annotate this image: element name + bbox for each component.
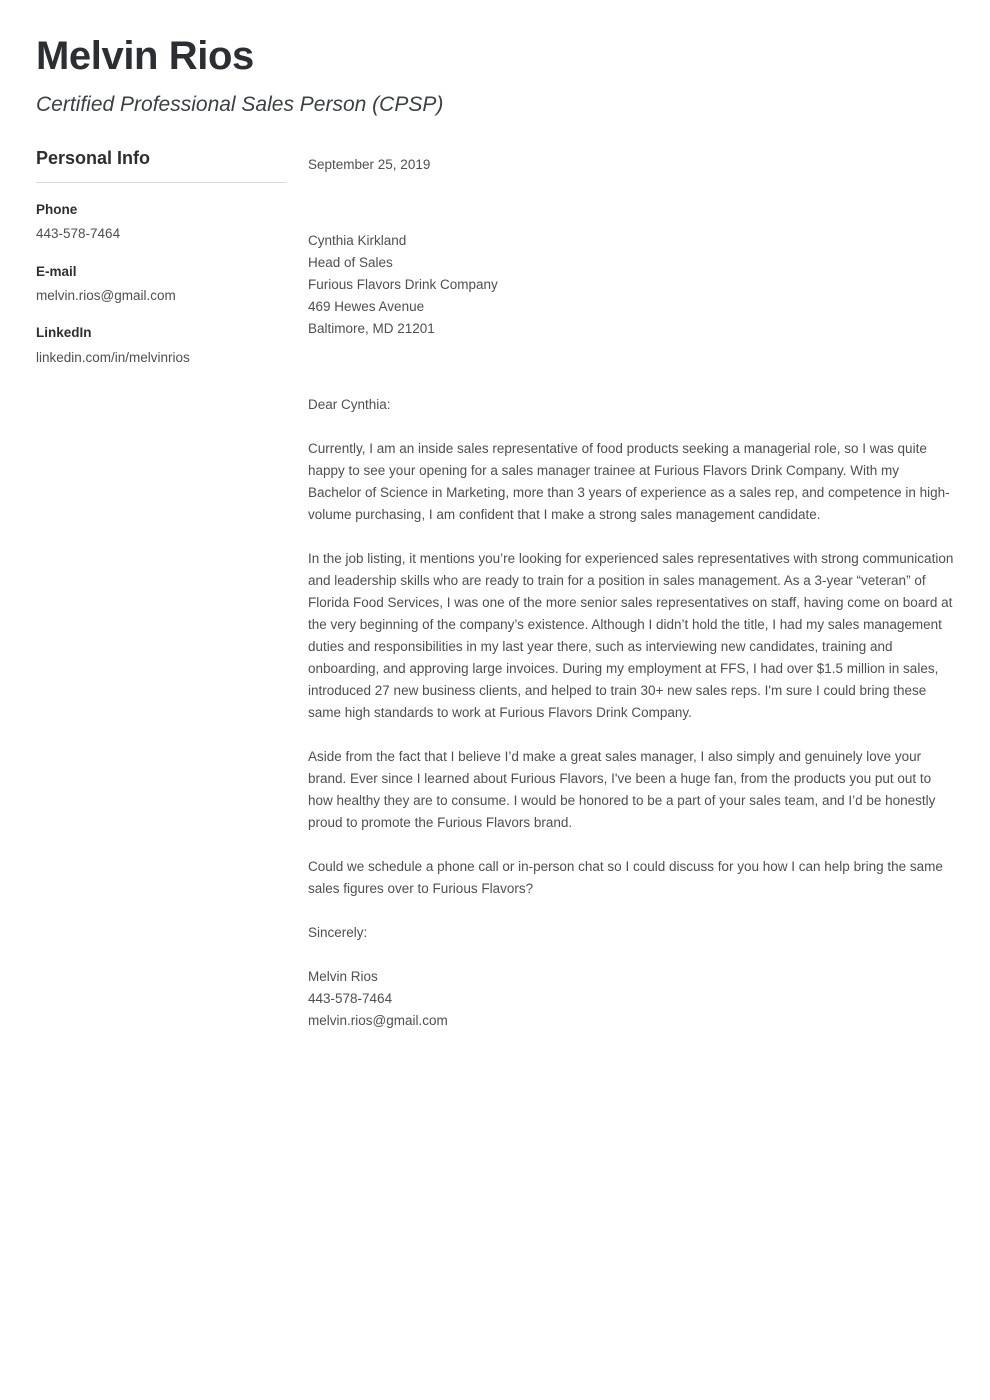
recipient-company: Furious Flavors Drink Company: [308, 277, 498, 293]
sidebar-personal-info: [36, 148, 287, 368]
sidebar-item-label: E-mail: [36, 263, 77, 279]
letter-date: September 25, 2019: [308, 157, 431, 173]
body-columns: [36, 148, 954, 1032]
sidebar-item-value[interactable]: melvin.rios@gmail.com: [36, 288, 176, 304]
sidebar-item-phone: [36, 200, 287, 245]
signature-email[interactable]: melvin.rios@gmail.com: [308, 1013, 448, 1029]
sidebar-divider: [36, 182, 287, 183]
sidebar-item-value[interactable]: linkedin.com/in/melvinrios: [36, 349, 190, 365]
letter-paragraph: Currently, I am an inside sales representative of food products seeking a managerial role, so I was quite happy to see your opening for a sales manager trainee at Furious Flavors Drink Company. With my Bachelor of Science in Marketing, more than 3 years of experience as a sales rep, and competence in high-volume purchasing, I am confident that I make a strong sales management candidate.: [308, 441, 950, 523]
applicant-job-title: Certified Professional Sales Person (CPSP): [36, 92, 444, 116]
recipient-street: 469 Hewes Avenue: [308, 299, 425, 315]
sidebar-item-email: [36, 262, 287, 307]
applicant-name: Melvin Rios: [36, 34, 254, 78]
letter-paragraph: Could we schedule a phone call or in-person chat so I could discuss for you how I can help bring the same sales figures over to Furious Flavors?: [308, 859, 943, 897]
letter-body: [287, 148, 954, 1032]
sidebar-item-label: LinkedIn: [36, 325, 92, 341]
recipient-city-state-zip: Baltimore, MD 21201: [308, 321, 435, 337]
recipient-address-block: [308, 230, 954, 340]
letter-paragraph: In the job listing, it mentions you’re looking for experienced sales representatives with strong communication and leadership skills who are ready to train for a position in sales management. As a 3-year “veteran” of Florida Food Services, I was one of the more senior sales representatives on staff, having come on board at the very beginning of the company’s existence. Although I didn’t hold the title, I had my sales management duties and responsibilities in my last year there, such as interviewing new candidates, training and onboarding, and approving large invoices. During my employment at FFS, I had over $1.5 million in sales, introduced 27 new business clients, and helped to train 30+ new sales reps. I'm sure I could bring these same high standards to work at Furious Flavors Drink Company.: [308, 551, 954, 721]
letter-closing: Sincerely:: [308, 925, 368, 941]
sidebar-item-value: 443-578-7464: [36, 226, 121, 242]
signature-phone: 443-578-7464: [308, 991, 393, 1007]
recipient-name: Cynthia Kirkland: [308, 233, 407, 249]
letter-header: [36, 30, 954, 118]
sidebar-item-label: Phone: [36, 201, 78, 217]
signature-name: Melvin Rios: [308, 969, 378, 985]
signature-block: [308, 966, 954, 1032]
letter-salutation: Dear Cynthia:: [308, 397, 391, 413]
sidebar-section-title: Personal Info: [36, 148, 151, 169]
letter-paragraph: Aside from the fact that I believe I’d make a great sales manager, I also simply and genuinely love your brand. Ever since I learned about Furious Flavors, I've been a huge fan, from the products you put out to how healthy they are to consume. I would be honored to be a part of your sales team, and I’d be honestly proud to promote the Furious Flavors brand.: [308, 749, 936, 831]
recipient-title: Head of Sales: [308, 255, 393, 271]
sidebar-item-linkedin: [36, 323, 287, 368]
